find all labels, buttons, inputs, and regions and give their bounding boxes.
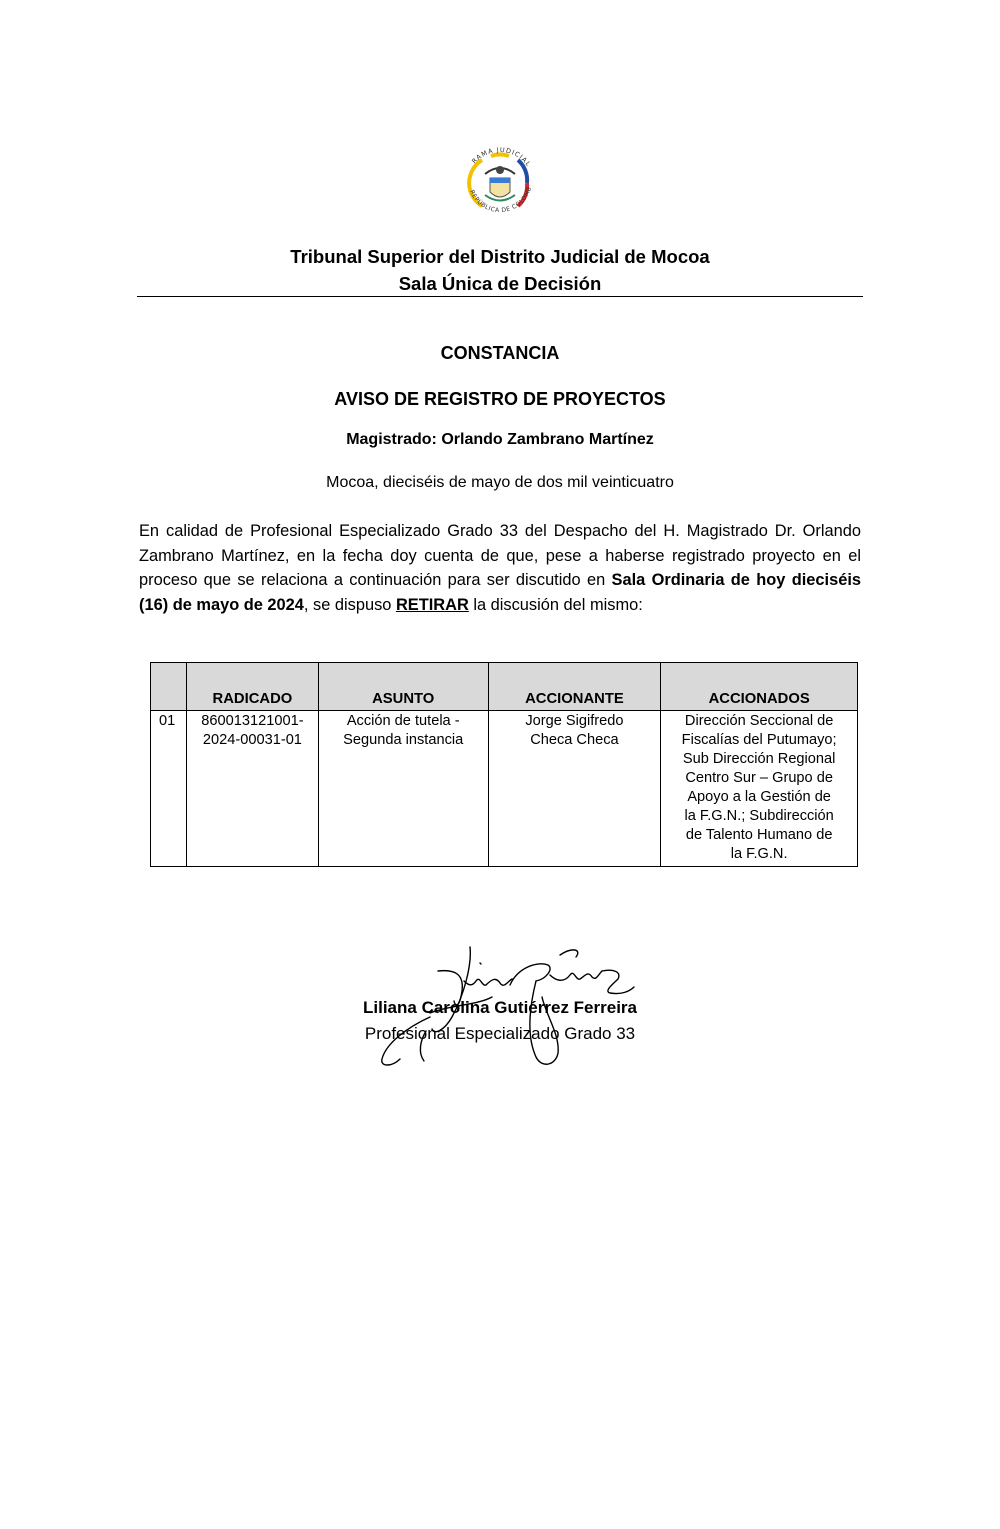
asunto-line-1: Acción de tutela - <box>346 713 460 729</box>
court-name: Tribunal Superior del Distrito Judicial de Mocoa <box>290 246 710 267</box>
signer-name: Liliana Carolina Gutiérrez Ferreira <box>363 998 637 1017</box>
date-line: Mocoa, dieciséis de mayo de dos mil veinticuatro <box>326 474 674 491</box>
accionados-line: la F.G.N. <box>730 846 788 862</box>
document-subtitle: AVISO DE REGISTRO DE PROYECTOS <box>334 389 666 409</box>
cases-table <box>150 662 858 867</box>
court-chamber: Sala Única de Decisión <box>398 273 602 294</box>
accionados-line: Apoyo a la Gestión de <box>687 789 831 805</box>
accionados-line: Dirección Seccional de <box>684 713 834 729</box>
accionados-line: de Talento Humano de <box>685 827 833 843</box>
document-title: CONSTANCIA <box>440 343 560 363</box>
cell-asunto <box>318 711 488 867</box>
radicado-line-2: 2024-00031-01 <box>202 732 302 748</box>
seal-text-bottom: REPÚBLICA DE COLOMB <box>468 185 534 215</box>
body-part-1: En calidad de Profesional Especializado Grado 33 del Despacho del H. Magistrado Dr. Orlando Zambrano Martínez, en la fecha doy cuenta de que, pese a haberse registrado proyecto en el proceso que se relaciona a continuación para ser discutido en <box>139 522 861 589</box>
coat-of-arms-seal-icon <box>455 140 545 226</box>
cell-accionados <box>661 711 858 867</box>
court-header <box>137 243 863 297</box>
cell-num: 01 <box>151 711 187 867</box>
accionados-line: Fiscalías del Putumayo; <box>681 732 837 748</box>
header-divider <box>137 296 863 297</box>
handwritten-signature-icon <box>360 935 650 1070</box>
rama-judicial-seal <box>455 140 545 226</box>
seal-text-top: RAMA JUDICIAL <box>470 145 533 169</box>
col-header-num <box>151 663 187 711</box>
signer-role: Profesional Especializado Grado 33 <box>364 1024 636 1043</box>
magistrate-line: Magistrado: Orlando Zambrano Martínez <box>346 431 654 448</box>
asunto-line-2: Segunda instancia <box>343 732 464 748</box>
body-bold-session: Sala Ordinaria de hoy dieciséis (16) de mayo de 2024 <box>139 571 861 614</box>
col-header-asunto: ASUNTO <box>318 663 488 711</box>
accionante-line-2: Checa Checa <box>530 732 619 748</box>
cell-accionante <box>488 711 661 867</box>
accionados-line: Sub Dirección Regional <box>682 751 836 767</box>
table-header-row <box>151 663 858 711</box>
accionante-line-1: Jorge Sigifredo <box>525 713 624 729</box>
radicado-line-1: 860013121001- <box>201 713 304 729</box>
accionados-line: la F.G.N.; Subdirección <box>684 808 834 824</box>
accionados-line: Centro Sur – Grupo de <box>685 770 833 786</box>
col-header-radicado: RADICADO <box>186 663 318 711</box>
cell-radicado <box>186 711 318 867</box>
body-part-2: , se dispuso <box>303 595 396 614</box>
col-header-accionante: ACCIONANTE <box>488 663 661 711</box>
col-header-accionados: ACCIONADOS <box>661 663 858 711</box>
body-part-3: la discusión del mismo: <box>468 595 643 614</box>
table-row <box>151 711 858 867</box>
body-paragraph <box>139 519 861 617</box>
body-retirar: RETIRAR <box>395 595 469 614</box>
